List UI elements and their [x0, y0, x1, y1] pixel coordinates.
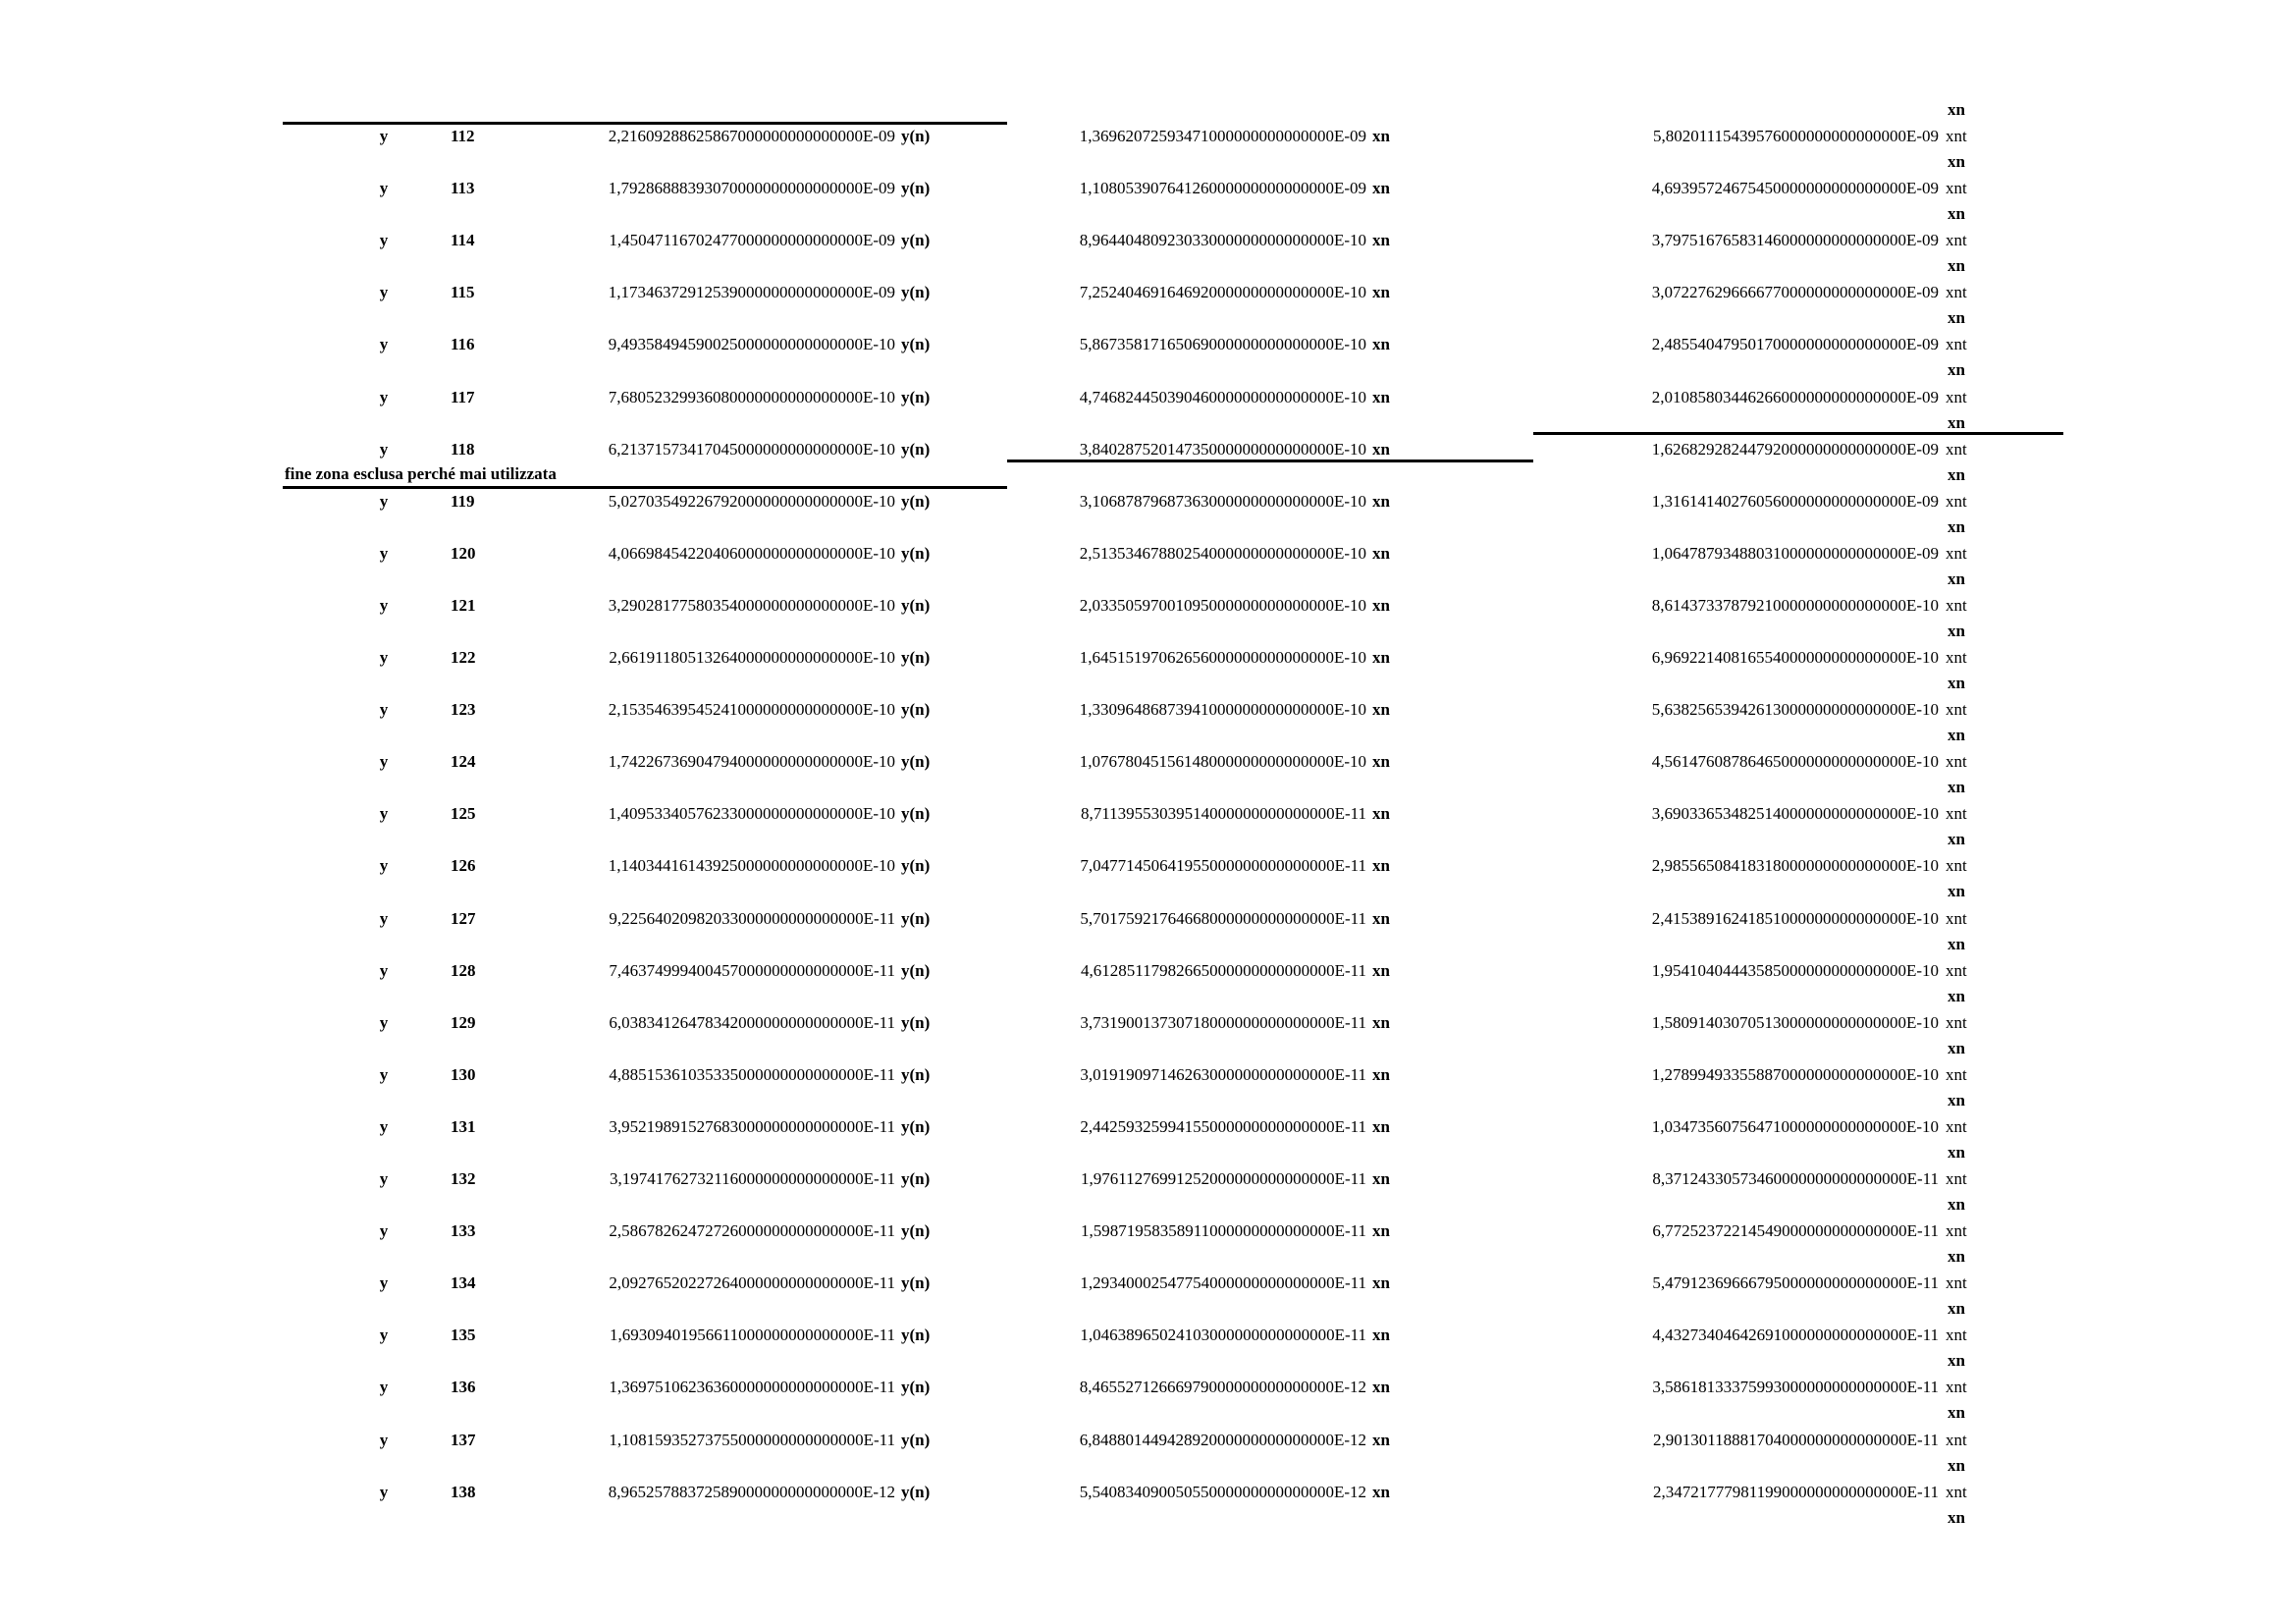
y-value: 1,10815935273755000000000000000E-11: [609, 1431, 895, 1449]
xn-unit: xn: [1372, 492, 1390, 511]
row-index: 116: [451, 335, 475, 353]
xn-unit: xn: [1372, 1065, 1390, 1084]
y-value: 7,68052329936080000000000000000E-10: [608, 388, 895, 406]
xn-unit: xn: [1372, 856, 1390, 875]
xn-value: 1,36962072593471000000000000000E-09: [1079, 127, 1366, 145]
xn-sub-label: xn: [1948, 413, 1965, 432]
row-index: 128: [451, 961, 476, 980]
xnt-value: 1,62682928244792000000000000000E-09: [1651, 440, 1939, 459]
xn-unit: xn: [1372, 1221, 1390, 1240]
xn-value: 8,96440480923033000000000000000E-10: [1079, 231, 1366, 249]
row-label: y: [379, 909, 389, 928]
row-label: y: [379, 804, 389, 823]
xnt-unit: xnt: [1946, 961, 1967, 980]
y-unit: y(n): [901, 1378, 931, 1396]
xnt-unit: xnt: [1946, 1065, 1967, 1084]
row-index: 135: [451, 1325, 476, 1344]
xn-unit: xn: [1372, 909, 1390, 928]
y-value: 1,36975106236360000000000000000E-11: [609, 1378, 895, 1396]
xn-sub-label: xn: [1948, 882, 1965, 900]
y-unit: y(n): [901, 231, 931, 249]
xnt-unit: xnt: [1946, 388, 1967, 406]
xnt-unit: xnt: [1946, 1431, 1967, 1449]
y-unit: y(n): [901, 1117, 931, 1136]
xn-sub-label: xn: [1948, 1091, 1965, 1109]
y-value: 1,45047116702477000000000000000E-09: [609, 231, 895, 249]
y-value: 3,29028177580354000000000000000E-10: [608, 596, 895, 615]
y-unit: y(n): [901, 388, 931, 406]
y-unit: y(n): [901, 700, 931, 719]
xnt-value: 6,96922140816554000000000000000E-10: [1651, 648, 1939, 667]
xn-value: 5,70175921764668000000000000000E-11: [1080, 909, 1366, 928]
y-unit: y(n): [901, 909, 931, 928]
xnt-value: 2,01085803446266000000000000000E-09: [1651, 388, 1939, 406]
border-line-col3-118: [1533, 432, 2063, 435]
xnt-unit: xnt: [1946, 440, 1967, 459]
row-label: y: [379, 127, 389, 145]
xn-sub-label: xn: [1948, 778, 1965, 796]
xnt-unit: xnt: [1946, 1221, 1967, 1240]
xn-sub-label: xn: [1948, 1143, 1965, 1162]
xn-sub-label: xn: [1948, 1351, 1965, 1370]
xnt-value: 3,69033653482514000000000000000E-10: [1651, 804, 1939, 823]
xnt-unit: xnt: [1946, 1169, 1967, 1188]
xn-value: 3,01919097146263000000000000000E-11: [1080, 1065, 1366, 1084]
xnt-unit: xnt: [1946, 1483, 1967, 1501]
xnt-unit: xnt: [1946, 1117, 1967, 1136]
xn-sub-label: xn: [1948, 517, 1965, 536]
xn-sub-label: xn: [1948, 256, 1965, 275]
top-xn-label: xn: [1948, 100, 1965, 119]
y-value: 2,09276520227264000000000000000E-11: [609, 1273, 895, 1292]
y-value: 1,79286888393070000000000000000E-09: [608, 179, 895, 197]
xnt-value: 1,95410404443585000000000000000E-10: [1651, 961, 1939, 980]
xn-value: 1,04638965024103000000000000000E-11: [1080, 1325, 1366, 1344]
xn-sub-label: xn: [1948, 830, 1965, 848]
y-value: 2,21609288625867000000000000000E-09: [608, 127, 895, 145]
xn-unit: xn: [1372, 127, 1390, 145]
xnt-value: 1,03473560756471000000000000000E-10: [1651, 1117, 1939, 1136]
xnt-value: 3,07227629666677000000000000000E-09: [1651, 283, 1939, 301]
row-label: y: [379, 1378, 389, 1396]
y-unit: y(n): [901, 961, 931, 980]
xn-value: 1,64515197062656000000000000000E-10: [1079, 648, 1366, 667]
xn-value: 7,25240469164692000000000000000E-10: [1079, 283, 1366, 301]
y-unit: y(n): [901, 440, 931, 459]
y-value: 1,17346372912539000000000000000E-09: [608, 283, 895, 301]
y-unit: y(n): [901, 1221, 931, 1240]
y-unit: y(n): [901, 492, 931, 511]
xn-value: 1,59871958358911000000000000000E-11: [1080, 1221, 1366, 1240]
row-index: 126: [451, 856, 476, 875]
row-label: y: [379, 856, 389, 875]
xn-sub-label: xn: [1948, 1403, 1965, 1422]
row-index: 118: [451, 440, 475, 459]
row-index: 119: [451, 492, 475, 511]
y-value: 2,66191180513264000000000000000E-10: [609, 648, 895, 667]
y-unit: y(n): [901, 804, 931, 823]
row-index: 131: [451, 1117, 476, 1136]
y-value: 5,02703549226792000000000000000E-10: [608, 492, 895, 511]
xnt-value: 6,77252372214549000000000000000E-11: [1652, 1221, 1939, 1240]
border-line-excluded-zone: [283, 486, 1007, 489]
y-unit: y(n): [901, 283, 931, 301]
y-unit: y(n): [901, 127, 931, 145]
xn-unit: xn: [1372, 1273, 1390, 1292]
xnt-value: 2,48554047950170000000000000000E-09: [1651, 335, 1939, 353]
xn-value: 1,97611276991252000000000000000E-11: [1080, 1169, 1366, 1188]
y-value: 3,95219891527683000000000000000E-11: [609, 1117, 895, 1136]
xn-unit: xn: [1372, 1117, 1390, 1136]
xn-unit: xn: [1372, 1013, 1390, 1032]
xnt-value: 5,63825653942613000000000000000E-10: [1651, 700, 1939, 719]
xn-sub-label: xn: [1948, 674, 1965, 692]
row-label: y: [379, 1221, 389, 1240]
xn-unit: xn: [1372, 283, 1390, 301]
xnt-value: 1,06478793488031000000000000000E-09: [1651, 544, 1939, 563]
y-unit: y(n): [901, 1273, 931, 1292]
y-unit: y(n): [901, 1325, 931, 1344]
xnt-unit: xnt: [1946, 492, 1967, 511]
xn-value: 7,04771450641955000000000000000E-11: [1080, 856, 1366, 875]
xn-value: 3,10687879687363000000000000000E-10: [1079, 492, 1366, 511]
xnt-unit: xnt: [1946, 856, 1967, 875]
y-unit: y(n): [901, 648, 931, 667]
xn-value: 2,03350597001095000000000000000E-10: [1079, 596, 1366, 615]
xn-value: 6,84880144942892000000000000000E-12: [1079, 1431, 1366, 1449]
xn-sub-label: xn: [1948, 1299, 1965, 1318]
y-value: 4,06698454220406000000000000000E-10: [608, 544, 895, 563]
xn-sub-label: xn: [1948, 308, 1965, 327]
row-index: 117: [451, 388, 475, 406]
xn-sub-label: xn: [1948, 1195, 1965, 1214]
xn-unit: xn: [1372, 596, 1390, 615]
xn-sub-label: xn: [1948, 726, 1965, 744]
y-value: 3,19741762732116000000000000000E-11: [609, 1169, 895, 1188]
row-label: y: [379, 440, 389, 459]
xn-sub-label: xn: [1948, 1039, 1965, 1057]
y-unit: y(n): [901, 752, 931, 771]
xn-unit: xn: [1372, 1483, 1390, 1501]
xnt-value: 5,47912369666795000000000000000E-11: [1652, 1273, 1939, 1292]
xnt-unit: xnt: [1946, 231, 1967, 249]
row-label: y: [379, 1169, 389, 1188]
xn-unit: xn: [1372, 179, 1390, 197]
xnt-unit: xnt: [1946, 752, 1967, 771]
row-index: 113: [451, 179, 475, 197]
xnt-unit: xnt: [1946, 544, 1967, 563]
row-label: y: [379, 335, 389, 353]
xn-sub-label: xn: [1948, 465, 1965, 484]
xnt-value: 5,80201115439576000000000000000E-09: [1652, 127, 1939, 145]
row-label: y: [379, 961, 389, 980]
xnt-unit: xnt: [1946, 127, 1967, 145]
xnt-value: 2,34721777981199000000000000000E-11: [1652, 1483, 1939, 1501]
row-index: 125: [451, 804, 476, 823]
xnt-unit: xnt: [1946, 1273, 1967, 1292]
row-index: 136: [451, 1378, 476, 1396]
excluded-zone-note: fine zona esclusa perché mai utilizzata: [285, 464, 557, 483]
xnt-value: 4,56147608786465000000000000000E-10: [1651, 752, 1939, 771]
xn-unit: xn: [1372, 440, 1390, 459]
xn-value: 2,51353467880254000000000000000E-10: [1079, 544, 1366, 563]
y-value: 6,03834126478342000000000000000E-11: [609, 1013, 895, 1032]
xnt-unit: xnt: [1946, 179, 1967, 197]
row-index: 123: [451, 700, 476, 719]
row-label: y: [379, 700, 389, 719]
row-index: 121: [451, 596, 476, 615]
row-index: 133: [451, 1221, 476, 1240]
row-label: y: [379, 1431, 389, 1449]
xn-sub-label: xn: [1948, 987, 1965, 1005]
xn-value: 5,86735817165069000000000000000E-10: [1079, 335, 1366, 353]
xnt-value: 2,98556508418318000000000000000E-10: [1651, 856, 1939, 875]
row-label: y: [379, 1273, 389, 1292]
y-unit: y(n): [901, 544, 931, 563]
xn-value: 4,74682445039046000000000000000E-10: [1079, 388, 1366, 406]
y-value: 9,49358494590025000000000000000E-10: [608, 335, 895, 353]
row-label: y: [379, 596, 389, 615]
y-value: 1,74226736904794000000000000000E-10: [608, 752, 895, 771]
y-unit: y(n): [901, 1169, 931, 1188]
xnt-value: 1,58091403070513000000000000000E-10: [1651, 1013, 1939, 1032]
row-index: 124: [451, 752, 476, 771]
xn-value: 4,61285117982665000000000000000E-11: [1080, 961, 1366, 980]
xn-value: 1,07678045156148000000000000000E-10: [1079, 752, 1366, 771]
xn-sub-label: xn: [1948, 360, 1965, 379]
y-value: 1,14034416143925000000000000000E-10: [608, 856, 895, 875]
xn-value: 8,46552712666979000000000000000E-12: [1079, 1378, 1366, 1396]
xnt-value: 4,43273404642691000000000000000E-11: [1652, 1325, 1939, 1344]
y-unit: y(n): [901, 1013, 931, 1032]
y-value: 7,46374999400457000000000000000E-11: [609, 961, 895, 980]
xn-unit: xn: [1372, 648, 1390, 667]
row-label: y: [379, 1483, 389, 1501]
y-value: 1,40953340576233000000000000000E-10: [608, 804, 895, 823]
row-index: 129: [451, 1013, 476, 1032]
row-index: 122: [451, 648, 476, 667]
xn-unit: xn: [1372, 804, 1390, 823]
row-index: 115: [451, 283, 475, 301]
xn-sub-label: xn: [1948, 1508, 1965, 1527]
y-value: 8,96525788372589000000000000000E-12: [608, 1483, 895, 1501]
row-label: y: [379, 752, 389, 771]
y-value: 4,88515361035335000000000000000E-11: [609, 1065, 895, 1084]
xn-value: 1,29340002547754000000000000000E-11: [1080, 1273, 1366, 1292]
row-label: y: [379, 1117, 389, 1136]
row-label: y: [379, 231, 389, 249]
y-value: 1,69309401956611000000000000000E-11: [609, 1325, 895, 1344]
xn-value: 1,10805390764126000000000000000E-09: [1079, 179, 1366, 197]
y-unit: y(n): [901, 1065, 931, 1084]
xn-sub-label: xn: [1948, 1456, 1965, 1475]
y-value: 9,22564020982033000000000000000E-11: [609, 909, 895, 928]
xnt-value: 8,37124330573460000000000000000E-11: [1652, 1169, 1939, 1188]
xn-unit: xn: [1372, 388, 1390, 406]
row-index: 120: [451, 544, 476, 563]
xnt-unit: xnt: [1946, 804, 1967, 823]
xnt-value: 3,79751676583146000000000000000E-09: [1651, 231, 1939, 249]
xn-value: 5,54083409005055000000000000000E-12: [1079, 1483, 1366, 1501]
y-unit: y(n): [901, 1483, 931, 1501]
xnt-unit: xnt: [1946, 283, 1967, 301]
xn-sub-label: xn: [1948, 204, 1965, 223]
xn-value: 3,84028752014735000000000000000E-10: [1079, 440, 1366, 459]
border-line-top: [283, 122, 1007, 125]
xn-unit: xn: [1372, 1431, 1390, 1449]
row-index: 130: [451, 1065, 476, 1084]
xn-unit: xn: [1372, 1325, 1390, 1344]
xnt-unit: xnt: [1946, 1013, 1967, 1032]
xnt-value: 1,27899493355887000000000000000E-10: [1651, 1065, 1939, 1084]
xnt-unit: xnt: [1946, 648, 1967, 667]
row-label: y: [379, 283, 389, 301]
xn-unit: xn: [1372, 961, 1390, 980]
xnt-unit: xnt: [1946, 335, 1967, 353]
y-value: 2,58678262472726000000000000000E-11: [609, 1221, 895, 1240]
row-label: y: [379, 388, 389, 406]
xn-sub-label: xn: [1948, 569, 1965, 588]
row-label: y: [379, 648, 389, 667]
xnt-value: 2,90130118881704000000000000000E-11: [1652, 1431, 1939, 1449]
xnt-value: 4,69395724675450000000000000000E-09: [1651, 179, 1939, 197]
border-line-col2-118: [1007, 460, 1533, 462]
row-index: 112: [451, 127, 475, 145]
xn-sub-label: xn: [1948, 622, 1965, 640]
y-value: 6,21371573417045000000000000000E-10: [608, 440, 895, 459]
row-index: 137: [451, 1431, 476, 1449]
y-unit: y(n): [901, 856, 931, 875]
row-label: y: [379, 179, 389, 197]
xn-sub-label: xn: [1948, 152, 1965, 171]
xnt-value: 2,41538916241851000000000000000E-10: [1651, 909, 1939, 928]
xnt-unit: xnt: [1946, 909, 1967, 928]
y-unit: y(n): [901, 179, 931, 197]
row-label: y: [379, 1325, 389, 1344]
row-label: y: [379, 1013, 389, 1032]
row-index: 127: [451, 909, 476, 928]
xn-value: 1,33096486873941000000000000000E-10: [1079, 700, 1366, 719]
xn-value: 2,44259325994155000000000000000E-11: [1080, 1117, 1366, 1136]
xn-sub-label: xn: [1948, 1247, 1965, 1266]
xnt-value: 8,61437337879210000000000000000E-10: [1651, 596, 1939, 615]
xn-unit: xn: [1372, 752, 1390, 771]
xnt-value: 1,31614140276056000000000000000E-09: [1651, 492, 1939, 511]
xn-unit: xn: [1372, 544, 1390, 563]
row-label: y: [379, 1065, 389, 1084]
xn-unit: xn: [1372, 1378, 1390, 1396]
xn-unit: xn: [1372, 231, 1390, 249]
xn-unit: xn: [1372, 1169, 1390, 1188]
row-label: y: [379, 544, 389, 563]
xnt-unit: xnt: [1946, 596, 1967, 615]
xn-sub-label: xn: [1948, 935, 1965, 953]
xn-unit: xn: [1372, 700, 1390, 719]
xn-value: 3,73190013730718000000000000000E-11: [1080, 1013, 1366, 1032]
y-unit: y(n): [901, 596, 931, 615]
row-label: y: [379, 492, 389, 511]
row-index: 132: [451, 1169, 476, 1188]
y-unit: y(n): [901, 335, 931, 353]
xnt-unit: xnt: [1946, 1378, 1967, 1396]
xnt-value: 3,58618133375993000000000000000E-11: [1652, 1378, 1939, 1396]
xnt-unit: xnt: [1946, 700, 1967, 719]
row-index: 134: [451, 1273, 476, 1292]
xn-unit: xn: [1372, 335, 1390, 353]
row-index: 138: [451, 1483, 476, 1501]
y-unit: y(n): [901, 1431, 931, 1449]
xnt-unit: xnt: [1946, 1325, 1967, 1344]
xn-value: 8,71139553039514000000000000000E-11: [1080, 804, 1366, 823]
y-value: 2,15354639545241000000000000000E-10: [608, 700, 895, 719]
row-index: 114: [451, 231, 475, 249]
